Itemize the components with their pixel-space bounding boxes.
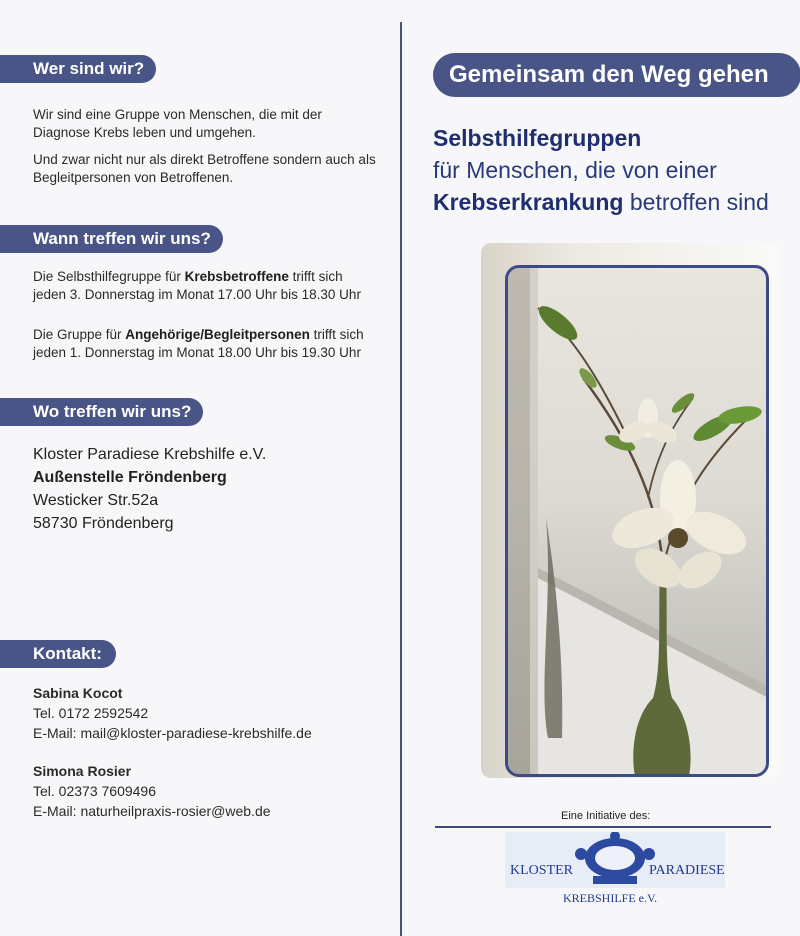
- contact-card-1: [33, 683, 393, 743]
- contact-name: Sabina Kocot: [33, 685, 123, 701]
- section-heading-who: Wer sind wir?: [0, 55, 156, 83]
- heading-line-3: Krebserkrankung betroffen sind: [433, 189, 769, 215]
- magnolia-illustration: [508, 268, 769, 777]
- section-heading-when: Wann treffen wir uns?: [0, 225, 223, 253]
- svg-text:KREBSHILFE e.V.: KREBSHILFE e.V.: [563, 891, 658, 905]
- address-street: Westicker Str.52a: [33, 492, 159, 509]
- heading-line-2: für Menschen, die von einer: [433, 157, 717, 183]
- section-who-text: [33, 106, 378, 196]
- section-heading-where: Wo treffen wir uns?: [0, 398, 203, 426]
- address-city: 58730 Fröndenberg: [33, 515, 174, 532]
- contact-block: [33, 683, 393, 821]
- cover-title: Gemeinsam den Weg gehen: [433, 53, 800, 97]
- magnolia-photo: [505, 265, 769, 777]
- contact-phone: Tel. 0172 2592542: [33, 705, 149, 721]
- contact-email[interactable]: E-Mail: naturheilpraxis-rosier@web.de: [33, 803, 271, 819]
- contact-phone: Tel. 02373 7609496: [33, 783, 156, 799]
- contact-card-2: [33, 761, 393, 821]
- who-paragraph-2: Und zwar nicht nur als direkt Betroffene sondern auch als Begleitpersonen von Betroffenen.: [33, 152, 376, 185]
- when-paragraph-2: Die Gruppe für Angehörige/Begleitpersonen trifft sich jeden 1. Donnerstag im Monat 18.00 Uhr bis 19.30 Uhr: [33, 327, 364, 360]
- svg-text:PARADIESE: PARADIESE: [649, 863, 725, 878]
- address-block: [33, 443, 378, 535]
- address-branch: Außenstelle Fröndenberg: [33, 469, 227, 486]
- kloster-paradiese-logo: [505, 832, 725, 908]
- svg-text:KLOSTER: KLOSTER: [510, 863, 573, 878]
- address-org: Kloster Paradiese Krebshilfe e.V.: [33, 446, 267, 463]
- cover-heading: [433, 122, 769, 218]
- initiative-label: Eine Initiative des:: [561, 810, 651, 822]
- section-heading-contact: Kontakt:: [0, 640, 116, 668]
- right-panel: [401, 0, 800, 936]
- contact-name: Simona Rosier: [33, 763, 132, 779]
- contact-email[interactable]: E-Mail: mail@kloster-paradiese-krebshilfe.de: [33, 725, 312, 741]
- logo-emblem: [505, 832, 725, 908]
- who-paragraph-1: Wir sind eine Gruppe von Menschen, die mit der Diagnose Krebs leben und umgehen.: [33, 107, 322, 140]
- section-when-text: [33, 268, 378, 371]
- when-paragraph-1: Die Selbsthilfegruppe für Krebsbetroffene trifft sich jeden 3. Donnerstag im Monat 17.00 Uhr bis 18.30 Uhr: [33, 269, 361, 302]
- initiative-rule: [435, 826, 771, 828]
- heading-line-1: Selbsthilfegruppen: [433, 125, 642, 151]
